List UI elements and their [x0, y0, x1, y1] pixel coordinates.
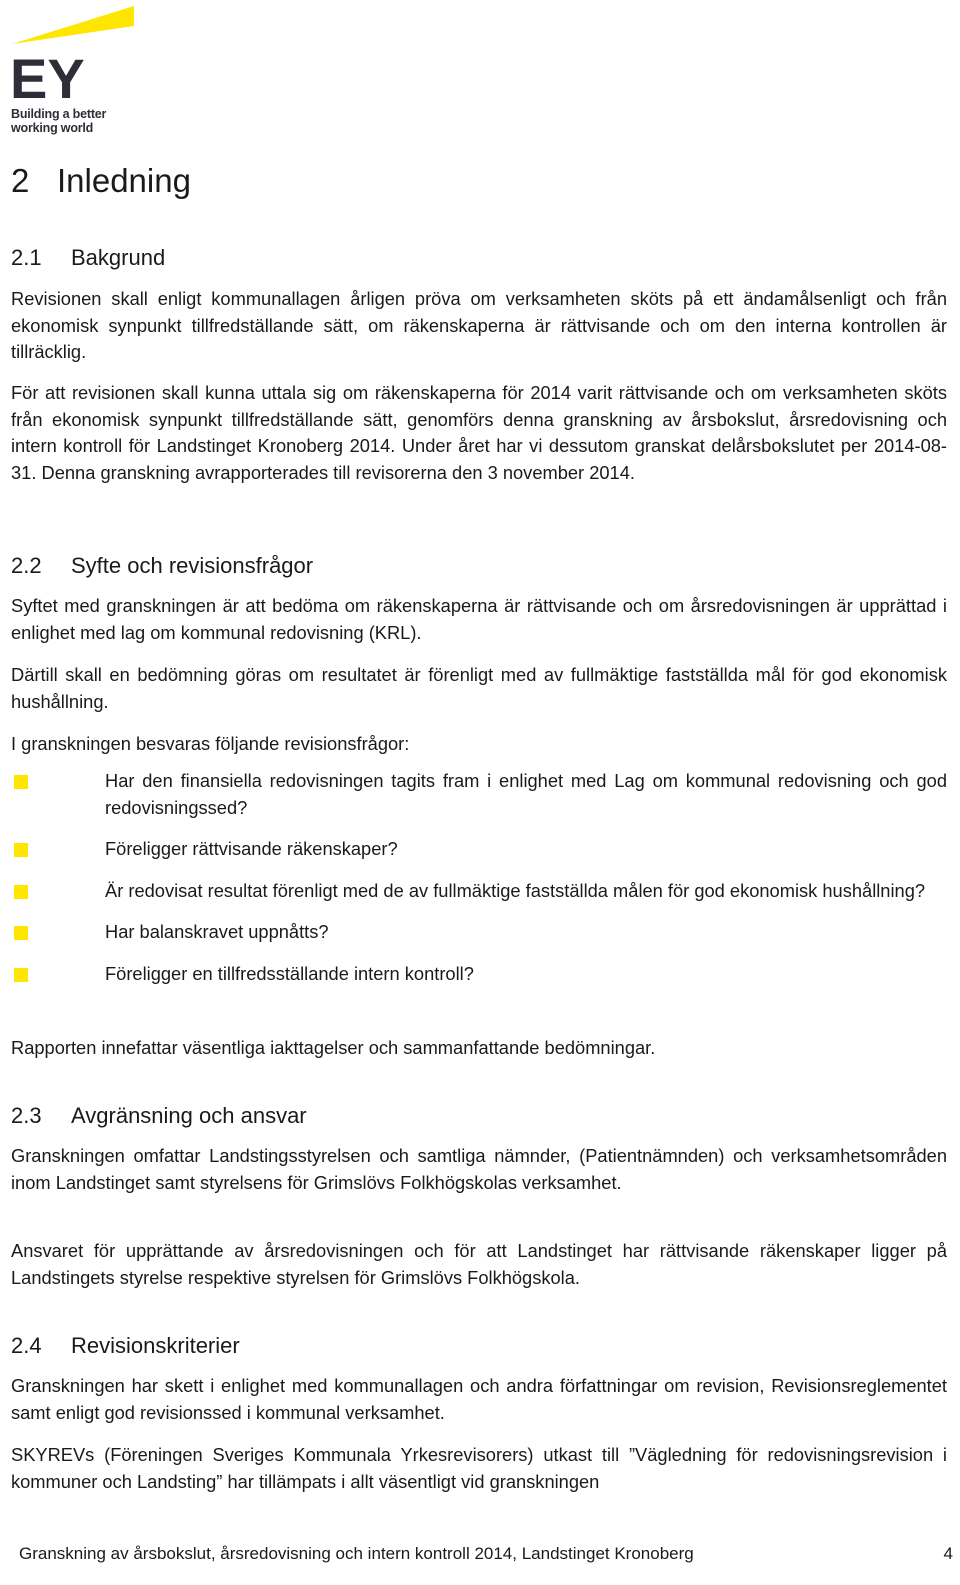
ey-logo-mark — [10, 4, 140, 104]
section-number: 2.1 — [11, 245, 42, 270]
section-number: 2.2 — [11, 553, 42, 578]
chapter-number: 2 — [11, 162, 30, 199]
paragraph: I granskningen besvaras följande revisionsfrågor: — [11, 733, 410, 754]
section-title: Syfte och revisionsfrågor — [71, 553, 314, 578]
paragraph: För att revisionen skall kunna uttala sig om räkenskaperna för 2014 varit rättvisande och om verksamheten sköts från ekonomisk synpunkt tillfredställande sätt, genomförs denna granskning av årsbokslut, årsredovisning och intern kontroll för Landstinget Kronoberg 2014. Under året har vi dessutom granskat delårsbokslutet per 2014-08-31. Denna granskning avrapporterades till revisorerna den 3 november 2014. — [11, 382, 947, 483]
section-heading-bakgrund — [11, 243, 165, 273]
page-footer — [19, 1542, 953, 1566]
revision-questions-list — [11, 768, 947, 1002]
square-bullet-icon — [14, 775, 28, 789]
chapter-heading — [11, 158, 191, 204]
paragraph: Granskningen har skett i enlighet med kommunallagen och andra författningar om revision, Revisionsreglementet samt enligt god revisionssed i kommunal verksamhet. — [11, 1375, 947, 1423]
chapter-title: Inledning — [57, 162, 191, 199]
square-bullet-icon — [14, 926, 28, 940]
paragraph: Granskningen omfattar Landstingsstyrelsen och samtliga nämnder, (Patientnämnden) och verksamhetsområden inom Landstinget samt styrelsens för Grimslövs Folkhögskolas verksamhet. — [11, 1145, 947, 1193]
section-heading-revisionskriterier — [11, 1331, 240, 1361]
list-item-text: Föreligger en tillfredsställande intern kontroll? — [105, 962, 474, 984]
logo-tagline-line2: working world — [11, 121, 94, 135]
list-item-text: Har den finansiella redovisningen tagits fram i enlighet med Lag om kommunal redovisning och god redovisningssed? — [105, 770, 947, 818]
section-number: 2.3 — [11, 1103, 42, 1128]
list-item-text: Föreligger rättvisande räkenskaper? — [105, 838, 398, 859]
section-title: Avgränsning och ansvar — [71, 1103, 307, 1128]
section-number: 2.4 — [11, 1333, 42, 1358]
square-bullet-icon — [14, 885, 28, 899]
list-item-text: Är redovisat resultat förenligt med de av fullmäktige fastställda målen för god ekonomisk hushållning? — [105, 879, 926, 901]
logo-beam — [12, 6, 134, 44]
section-title: Bakgrund — [71, 245, 166, 270]
paragraph: Syftet med granskningen är att bedöma om räkenskaperna är rättvisande och om årsredovisningen är upprättad i enlighet med lag om kommunal redovisning (KRL). — [11, 595, 947, 643]
section-heading-syfte — [11, 551, 313, 581]
list-item — [11, 919, 947, 946]
paragraph: SKYREVs (Föreningen Sveriges Kommunala Yrkesrevisorers) utkast till ”Vägledning för redovisningsrevision i kommuner och Landsting” har tillämpats i allt väsentligt vid granskningen — [11, 1444, 947, 1492]
list-item — [11, 768, 947, 821]
list-item — [11, 878, 947, 905]
square-bullet-icon — [14, 843, 28, 857]
footer-text: Granskning av årsbokslut, årsredovisning och intern kontroll 2014, Landstinget Kronoberg — [19, 1544, 694, 1563]
section-heading-avgransning — [11, 1101, 307, 1131]
square-bullet-icon — [14, 968, 28, 982]
logo-tagline — [11, 107, 106, 135]
paragraph: Rapporten innefattar väsentliga iakttagelser och sammanfattande bedömningar. — [11, 1037, 656, 1058]
list-item — [11, 836, 947, 863]
page-number: 4 — [943, 1544, 953, 1563]
paragraph: Revisionen skall enligt kommunallagen årligen pröva om verksamheten sköts på ett ändamålsenligt och från ekonomisk synpunkt tillfredställande sätt, om räkenskaperna är rättvisande och om den interna kontrollen är tillräcklig. — [11, 288, 947, 362]
section-title: Revisionskriterier — [71, 1333, 240, 1358]
list-item-text: Har balanskravet uppnåtts? — [105, 921, 329, 942]
logo-tagline-line1: Building a better — [11, 107, 107, 121]
paragraph: Ansvaret för upprättande av årsredovisningen och för att Landstinget har rättvisande räkenskaper ligger på Landstingets styrelse respektive styrelsen för Grimslövs Folkhögskola. — [11, 1240, 947, 1288]
list-item — [11, 961, 947, 988]
logo-wordmark: EY — [10, 47, 85, 104]
paragraph: Därtill skall en bedömning göras om resultatet är förenligt med av fullmäktige fastställda mål för god ekonomisk hushållning. — [11, 664, 947, 712]
ey-logo — [10, 4, 140, 139]
